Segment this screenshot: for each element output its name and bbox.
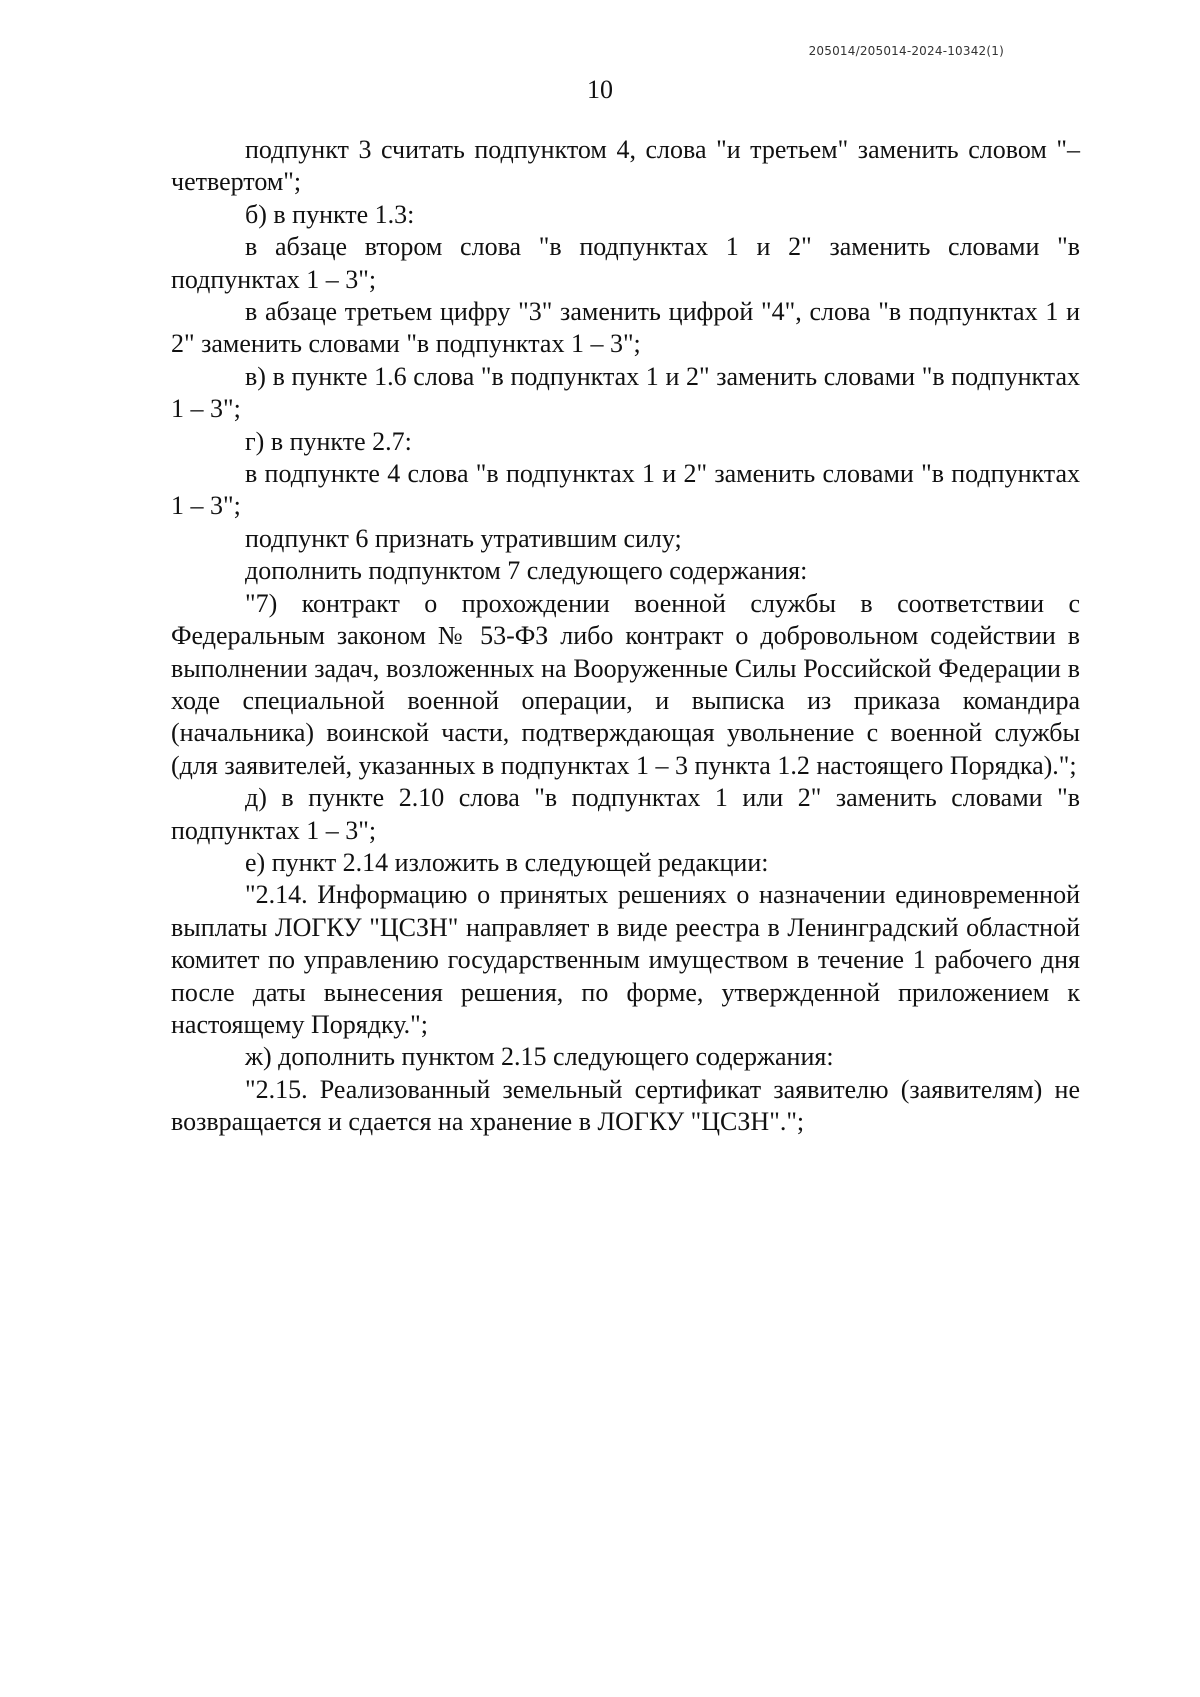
paragraph-b-clause-1-3: б) в пункте 1.3: <box>245 199 415 229</box>
paragraph-zh-clause-2-15: ж) дополнить пунктом 2.15 следующего содержания: <box>245 1042 834 1072</box>
paragraph-e-clause-2-14: е) пункт 2.14 изложить в следующей редакции: <box>245 847 769 877</box>
paragraph-clause-2-15-text: "2.15. Реализованный земельный сертификат заявителю (заявителям) не возвращается и сдается на хранение в ЛОГКУ "ЦСЗН"."; <box>171 1074 1080 1137</box>
paragraph-add-subclause-7: дополнить подпунктом 7 следующего содержания: <box>245 556 808 586</box>
paragraph-subclause-7-text: "7) контракт о прохождении военной службы в соответствии с Федеральным законом № 53-ФЗ либо контракт о добровольном содействии в выполнении задач, возложенных на Вооруженные Силы Российской Федерации в ходе специальной военной операции, и выписка из приказа командира (начальника) воинской части, подтверждающая увольнение с военной службы (для заявителей, указанных в подпунктах 1 – 3 пункта 1.2 настоящего Порядка)."; <box>171 588 1080 780</box>
paragraph-v-clause-1-6: в) в пункте 1.6 слова "в подпунктах 1 и 2" заменить словами "в подпунктах 1 – 3"; <box>171 361 1080 424</box>
paragraph-third-indent: в абзаце третьем цифру "3" заменить цифрой "4", слова "в подпунктах 1 и 2" заменить словами "в подпунктах 1 – 3"; <box>171 297 1080 359</box>
paragraph-subclause-4: в подпункте 4 слова "в подпунктах 1 и 2" заменить словами "в подпунктах 1 – 3"; <box>171 459 1080 521</box>
paragraph-subclause-6-void: подпункт 6 признать утратившим силу; <box>245 523 682 553</box>
paragraph-second-indent: в абзаце втором слова "в подпунктах 1 и 2" заменить словами "в подпунктах 1 – 3"; <box>171 232 1080 294</box>
page-number: 10 <box>587 75 613 104</box>
paragraph-g-clause-2-7: г) в пункте 2.7: <box>245 426 412 456</box>
paragraph-d-clause-2-10: д) в пункте 2.10 слова "в подпунктах 1 или 2" заменить словами "в подпунктах 1 – 3"; <box>171 783 1080 845</box>
document-body <box>171 134 1080 1139</box>
paragraph-clause-2-14-text: "2.14. Информацию о принятых решениях о назначении единовременной выплаты ЛОГКУ "ЦСЗН" направляет в виде реестра в Ленинградский областной комитет по управлению государственным имуществом в течение 1 рабочего дня после даты вынесения решения, по форме, утвержденной приложением к настоящему Порядку."; <box>171 880 1080 1039</box>
document-registration-number: 205014/205014-2024-10342(1) <box>808 44 1004 58</box>
paragraph-subclause-3-renumber: подпункт 3 считать подпунктом 4, слова "и третьем" заменить словом "– четвертом"; <box>171 135 1080 197</box>
